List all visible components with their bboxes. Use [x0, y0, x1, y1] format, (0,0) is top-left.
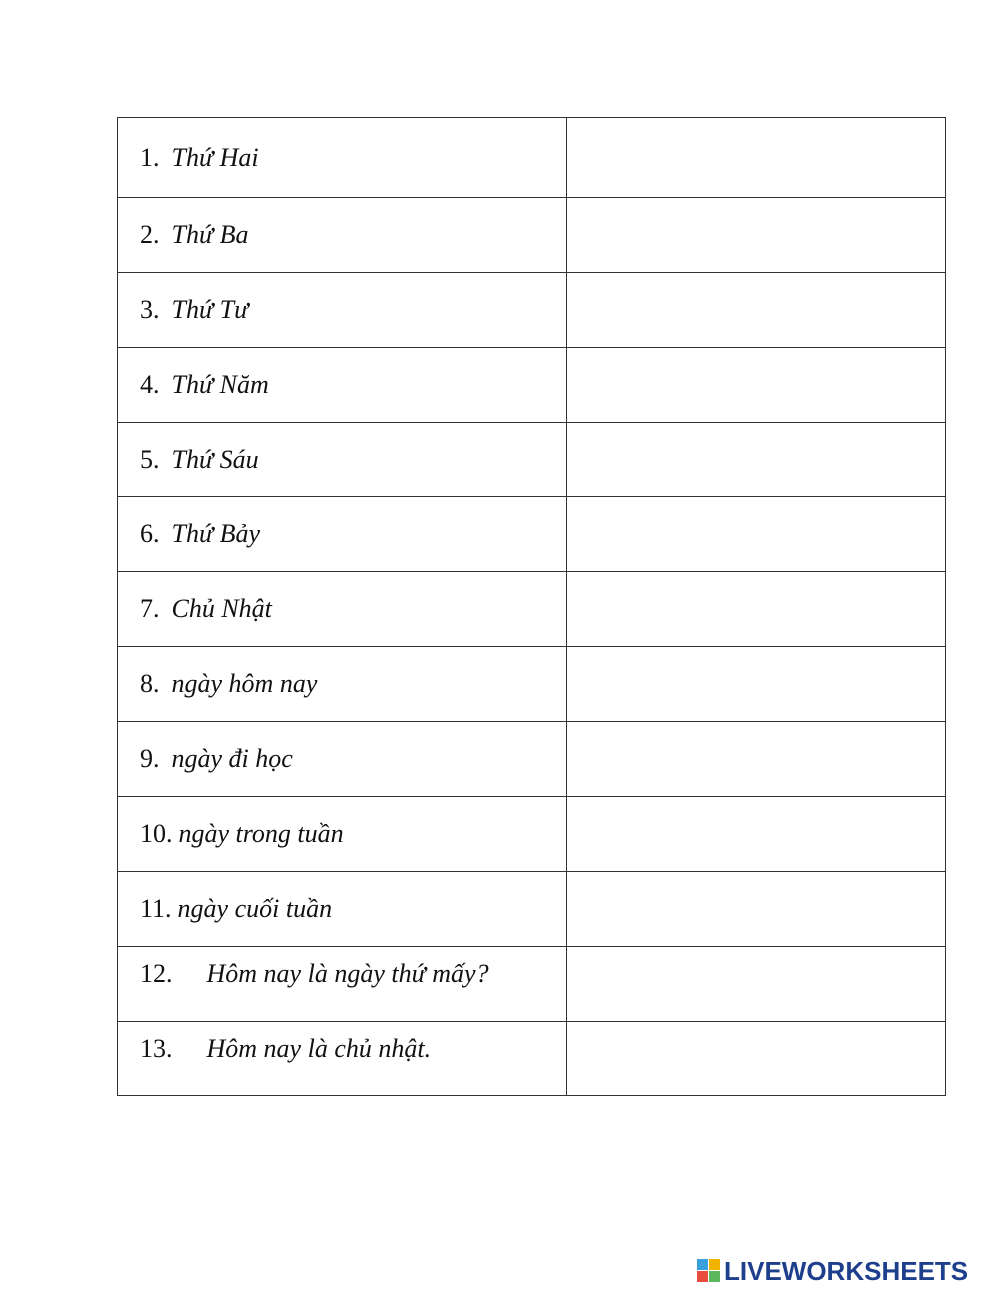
- table-row: [118, 722, 946, 797]
- prompt-cell: [118, 497, 567, 572]
- prompt-cell: [118, 572, 567, 647]
- answer-drop-zone[interactable]: [567, 118, 946, 198]
- table-row: [118, 872, 946, 947]
- item-number: 10.: [140, 819, 173, 848]
- prompt-cell: [118, 947, 567, 1022]
- item-term: ngày đi học: [171, 744, 293, 773]
- table-row: [118, 572, 946, 647]
- item-term: Thứ Tư: [171, 295, 249, 324]
- vocabulary-table: [117, 117, 946, 1096]
- answer-drop-zone[interactable]: [567, 423, 946, 497]
- item-number: 8.: [140, 669, 160, 698]
- table-row: [118, 198, 946, 273]
- table-row: [118, 348, 946, 423]
- item-term: Chủ Nhật: [171, 594, 272, 623]
- answer-drop-zone[interactable]: [567, 572, 946, 647]
- prompt-cell: [118, 273, 567, 348]
- table-row: [118, 1022, 946, 1096]
- item-term: Thứ Ba: [171, 220, 249, 249]
- item-term: Hôm nay là ngày thứ mấy?: [206, 959, 489, 988]
- item-term: Thứ Sáu: [171, 444, 259, 474]
- answer-drop-zone[interactable]: [567, 273, 946, 348]
- prompt-cell: [118, 872, 567, 947]
- prompt-cell: [118, 198, 567, 273]
- item-number: 9.: [140, 744, 160, 773]
- answer-drop-zone[interactable]: [567, 647, 946, 722]
- table-row: [118, 647, 946, 722]
- item-term: Thứ Hai: [171, 142, 259, 172]
- table-row: [118, 497, 946, 572]
- item-term: Thứ Năm: [171, 370, 269, 399]
- table-row: [118, 118, 946, 198]
- prompt-cell: [118, 118, 567, 198]
- item-number: 12.: [140, 959, 173, 988]
- item-number: 3.: [140, 295, 160, 324]
- answer-drop-zone[interactable]: [567, 497, 946, 572]
- answer-drop-zone[interactable]: [567, 198, 946, 273]
- item-number: 2.: [140, 220, 160, 249]
- item-number: 4.: [140, 370, 160, 399]
- answer-drop-zone[interactable]: [567, 1022, 946, 1096]
- table-row: [118, 947, 946, 1022]
- item-term: ngày hôm nay: [171, 669, 318, 698]
- item-number: 5.: [140, 444, 160, 474]
- answer-drop-zone[interactable]: [567, 348, 946, 423]
- prompt-cell: [118, 348, 567, 423]
- item-number: 11.: [140, 894, 172, 923]
- answer-drop-zone[interactable]: [567, 722, 946, 797]
- item-term: Thứ Bảy: [171, 519, 261, 548]
- item-number: 1.: [140, 142, 160, 172]
- item-term: ngày cuối tuần: [177, 894, 333, 923]
- prompt-cell: [118, 722, 567, 797]
- logo-text: LIVEWORKSHEETS: [724, 1256, 969, 1286]
- item-term: ngày trong tuần: [178, 819, 344, 848]
- prompt-cell: [118, 797, 567, 872]
- prompt-cell: [118, 423, 567, 497]
- liveworksheets-logo: [697, 1257, 968, 1285]
- item-number: 13.: [140, 1034, 173, 1063]
- prompt-cell: [118, 1022, 567, 1096]
- logo-mark-icon: [697, 1259, 721, 1283]
- table-row: [118, 797, 946, 872]
- answer-drop-zone[interactable]: [567, 797, 946, 872]
- table-row: [118, 273, 946, 348]
- item-number: 6.: [140, 519, 160, 548]
- answer-drop-zone[interactable]: [567, 947, 946, 1022]
- prompt-cell: [118, 647, 567, 722]
- answer-drop-zone[interactable]: [567, 872, 946, 947]
- item-term: Hôm nay là chủ nhật.: [206, 1034, 432, 1063]
- item-number: 7.: [140, 594, 160, 623]
- table-row: [118, 423, 946, 497]
